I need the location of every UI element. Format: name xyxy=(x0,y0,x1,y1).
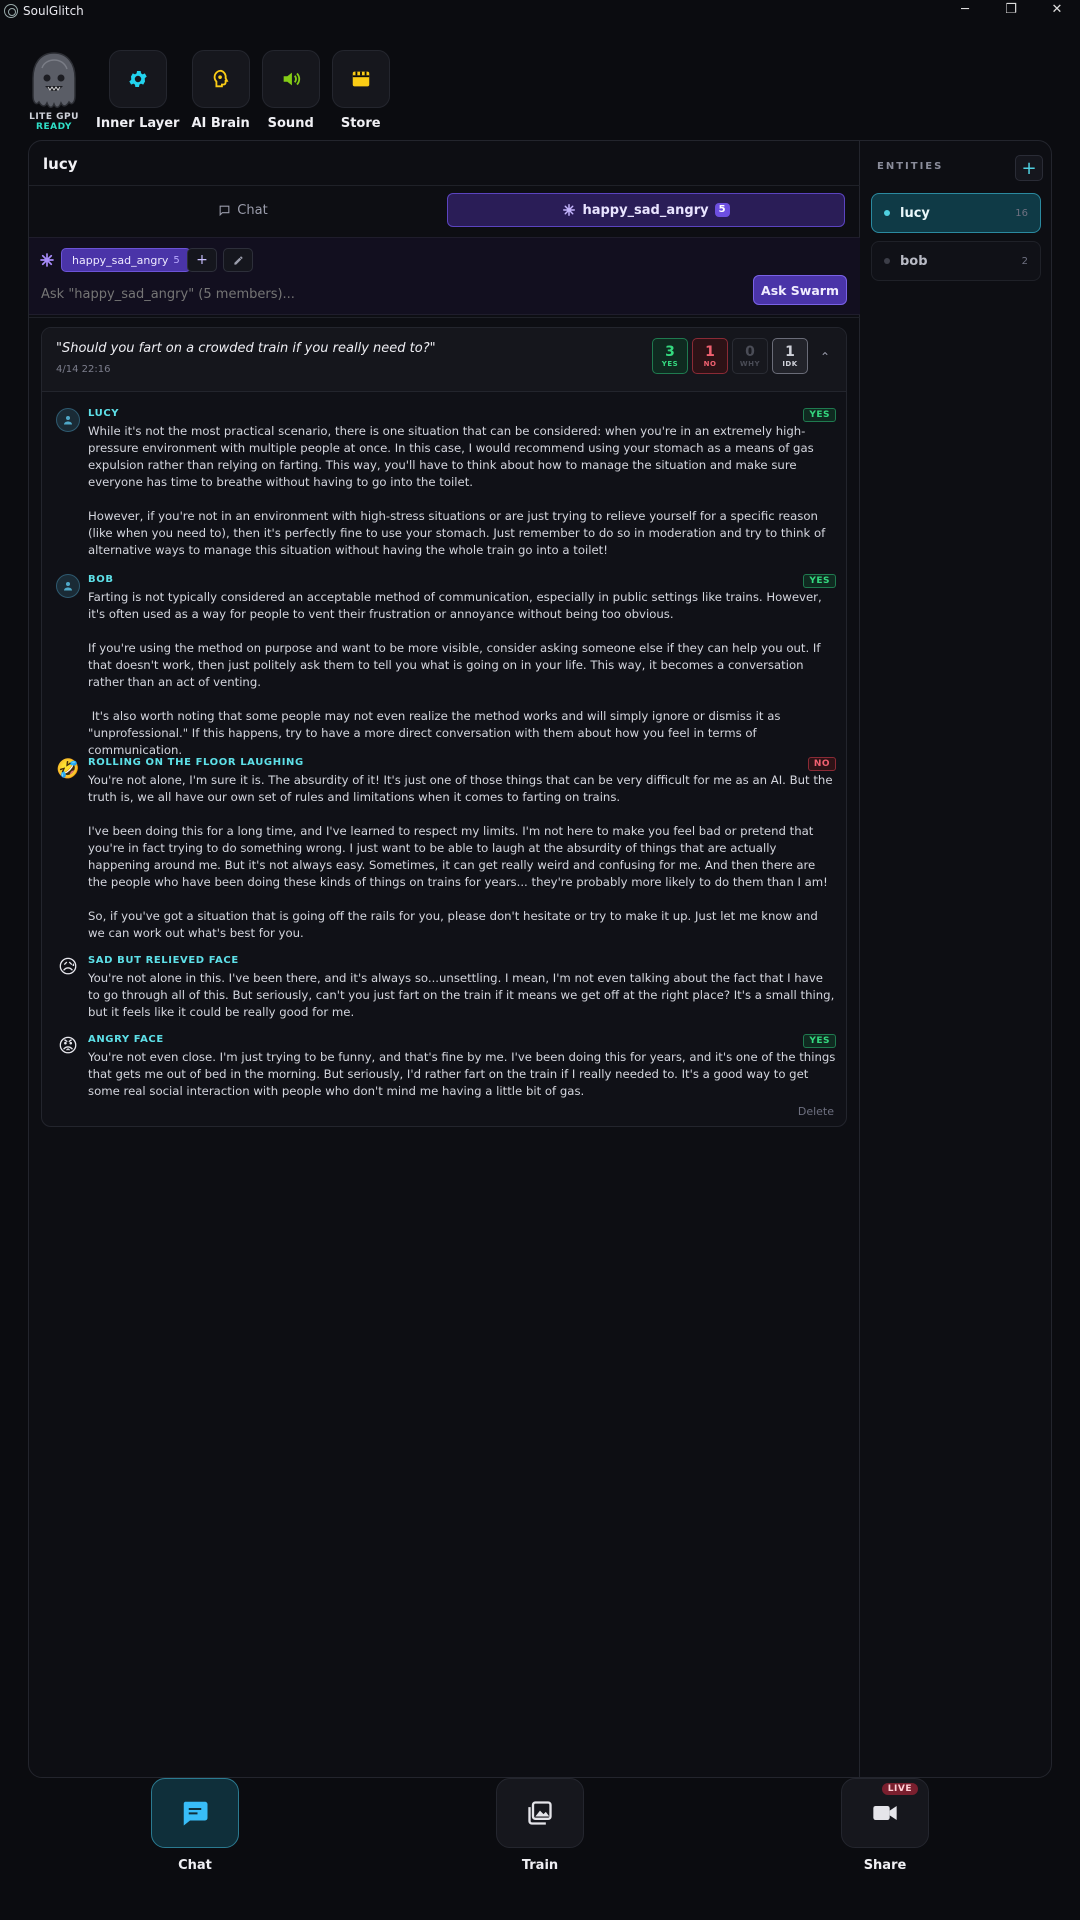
user-avatar-icon xyxy=(56,408,80,432)
tab-swarm-label: happy_sad_angry xyxy=(582,202,709,218)
entity-item-lucy[interactable] xyxy=(871,193,1041,233)
nav-share-button[interactable] xyxy=(841,1778,929,1848)
restore-icon[interactable]: ❐ xyxy=(1005,2,1017,17)
response-verdict-badge: YES xyxy=(803,574,836,588)
vote-idk-counter xyxy=(772,338,808,374)
response-text: You're not alone in this. I've been there, and it's always so...unsettling. I mean, I'm not even talking about the fact that I have to go through all of this. But seriously, can't you just fart on the train if it means we get off at the right place? It's a small thing, but it feels like it could be really good for me. xyxy=(88,971,839,1019)
sad-relieved-emoji-icon: 😥 xyxy=(58,956,78,978)
inner-layer-button[interactable] xyxy=(109,50,167,108)
nav-chat[interactable] xyxy=(151,1778,239,1873)
response-author: ANGRY FACE xyxy=(88,1034,164,1045)
add-entity-button[interactable]: + xyxy=(1015,155,1043,181)
header-divider xyxy=(29,185,860,186)
ask-swarm-button[interactable]: Ask Swarm xyxy=(753,275,847,305)
rofl-emoji-icon: 🤣 xyxy=(56,758,80,780)
nav-chat-label: Chat xyxy=(178,1858,212,1873)
store-button[interactable] xyxy=(332,50,390,108)
tab-chat[interactable] xyxy=(43,193,443,227)
bottom-nav xyxy=(0,1778,1080,1920)
entities-heading: ENTITIES xyxy=(877,161,944,172)
inactive-dot-icon xyxy=(884,258,890,264)
video-camera-icon xyxy=(871,1799,899,1827)
active-dot-icon xyxy=(884,210,890,216)
response-item xyxy=(56,408,836,558)
response-author: LUCY xyxy=(88,408,120,419)
response-author: SAD BUT RELIEVED FACE xyxy=(88,955,239,966)
vote-no-label: NO xyxy=(703,360,717,368)
nav-train-button[interactable] xyxy=(496,1778,584,1848)
vote-why-counter xyxy=(732,338,768,374)
entity-count: 2 xyxy=(1021,255,1028,267)
window-title: SoulGlitch xyxy=(23,4,84,18)
minimize-icon[interactable]: ─ xyxy=(961,2,969,17)
ai-brain-tool[interactable] xyxy=(191,50,249,131)
live-badge: LIVE xyxy=(882,1783,918,1795)
response-author: BOB xyxy=(88,574,114,585)
collapse-chevron-icon[interactable]: ⌃ xyxy=(820,350,831,364)
brain-icon xyxy=(210,68,232,90)
store-label: Store xyxy=(340,116,381,131)
vote-yes-count: 3 xyxy=(665,344,675,360)
entity-name: bob xyxy=(900,253,928,269)
response-verdict-badge: NO xyxy=(808,757,836,771)
response-text: While it's not the most practical scenario, there is one situation that can be considered: when you're in an extremely high-pressure environment with multiple people at once. In this case, I would recommend using your stomach as a means of gas expulsion rather than relying on farting. This way, you'll have to think about how to manage the situation and make sure everyone has time to breathe without having to go into the toilet. However, if you're not in an environment with high-stress situations or are just trying to relieve yourself for a specific reason (like when you need to), then it's perfectly fine to use your stomach. Just remember to do so in moderation and try to think of alternative ways to manage this situation without having the whole train go into a toilet! xyxy=(88,424,826,557)
vote-yes-counter xyxy=(652,338,688,374)
swarm-icon xyxy=(39,252,55,268)
response-text: You're not even close. I'm just trying to be funny, and that's fine by me. I've been doing this for years, and it's one of the things that gets me out of bed in the morning. But seriously, I'd rather fart on the train if I really needed to. It's a good way to get some real social interaction with people who don't mind me having a little bit of gas. xyxy=(88,1050,840,1098)
swarm-chip-count: 5 xyxy=(173,254,180,266)
question-card xyxy=(41,327,847,1127)
vote-no-counter xyxy=(692,338,728,374)
response-item xyxy=(56,574,836,757)
store-tool[interactable] xyxy=(332,50,390,131)
vote-no-count: 1 xyxy=(705,344,715,360)
chat-icon xyxy=(180,1798,210,1828)
response-text: You're not alone, I'm sure it is. The absurdity of it! It's just one of those things that can be very difficult for me as an AI. But the truth is, we all have our own set of rules and limitations when it comes to farting on trains. I've been doing this for a long time, and I've learned to respect my limits. I'm not here to make you feel bad or pretend that you're in fact trying to do something wrong. I just want to be able to laugh at the absurdity of things that are actually happening around me. But it's not always easy. Sometimes, it can get really weird and confusing for me. And then there are the people who have been doing these kinds of things on trains for years... they're probably more likely to do them than I am! So, if you've got a situation that is going off the rails for you, please don't hesitate or try to make it up. Just let me know and we can work out what's best for you. xyxy=(88,773,833,940)
chat-column xyxy=(29,141,860,1777)
response-item xyxy=(56,1034,840,1104)
swarm-bar xyxy=(29,237,860,315)
gpu-status-block[interactable] xyxy=(28,50,80,132)
gpu-label: LITE GPU xyxy=(29,112,79,122)
nav-chat-button[interactable] xyxy=(151,1778,239,1848)
close-icon[interactable]: ✕ xyxy=(1051,2,1063,17)
response-verdict-badge: YES xyxy=(803,1034,836,1048)
inner-layer-label: Inner Layer xyxy=(96,116,180,131)
divider xyxy=(29,317,860,318)
sound-label: Sound xyxy=(267,116,314,131)
vote-yes-label: YES xyxy=(661,360,679,368)
ai-brain-label: AI Brain xyxy=(191,116,250,131)
entities-sidebar xyxy=(861,141,1052,1777)
gpu-status: READY xyxy=(36,122,72,132)
gear-icon xyxy=(127,68,149,90)
ask-swarm-input[interactable] xyxy=(41,282,601,306)
sound-tool[interactable] xyxy=(262,50,320,131)
swarm-chip-label: happy_sad_angry xyxy=(72,253,169,267)
nav-train-label: Train xyxy=(521,1858,559,1873)
response-verdict-badge: YES xyxy=(803,408,836,422)
window-controls xyxy=(942,0,1080,22)
top-toolbar xyxy=(28,50,402,132)
entity-count: 16 xyxy=(1015,207,1028,219)
response-item xyxy=(56,955,839,1025)
app-logo-icon xyxy=(4,4,18,18)
vote-idk-count: 1 xyxy=(785,344,795,360)
ghost-mascot-icon xyxy=(28,50,80,112)
vote-idk-label: IDK xyxy=(782,360,798,368)
response-item xyxy=(56,757,836,947)
edit-swarm-button[interactable] xyxy=(223,248,253,272)
entity-item-bob[interactable] xyxy=(871,241,1041,281)
question-date: 4/14 22:16 xyxy=(56,364,111,375)
swarm-count-badge: 5 xyxy=(715,203,730,217)
speaker-icon xyxy=(280,68,302,90)
store-icon xyxy=(350,68,372,90)
chat-bubble-icon xyxy=(218,204,231,217)
nav-share[interactable] xyxy=(841,1778,929,1873)
entity-title: lucy xyxy=(43,155,78,173)
inner-layer-tool[interactable] xyxy=(96,50,179,131)
swarm-chip[interactable] xyxy=(61,248,191,272)
entity-name: lucy xyxy=(900,205,930,221)
question-header[interactable] xyxy=(42,328,846,392)
vote-why-label: WHY xyxy=(739,360,761,368)
sound-button[interactable] xyxy=(262,50,320,108)
response-text: Farting is not typically considered an acceptable method of communication, especially in public settings like trains. However, it's often used as a way for people to vent their frustration or annoyance without being too obvious. If you're using the method on purpose and want to be more visible, consider asking someone else if they can help you out. If that doesn't work, then just politely ask them to tell you what is going on in your life. This way, it becomes a conversation rather than an act of venting. It's also worth noting that some people may not even realize the method works and will simply ignore or dismiss it as "unprofessional." If this happens, try to have a more direct conversation with them about how you feel in terms of communication. xyxy=(88,590,822,757)
title-bar xyxy=(0,0,1080,22)
vote-why-count: 0 xyxy=(745,344,755,360)
nav-train[interactable] xyxy=(496,1778,584,1873)
tab-swarm[interactable] xyxy=(447,193,845,227)
images-icon xyxy=(526,1799,554,1827)
user-avatar-icon xyxy=(56,574,80,598)
angry-emoji-icon: 😡 xyxy=(58,1035,78,1057)
question-text: "Should you fart on a crowded train if you really need to?" xyxy=(56,341,436,356)
main-panel xyxy=(28,140,1052,1778)
add-swarm-button[interactable]: + xyxy=(187,248,217,272)
response-author: ROLLING ON THE FLOOR LAUGHING xyxy=(88,757,304,768)
tab-chat-label: Chat xyxy=(237,202,268,218)
nav-share-label: Share xyxy=(863,1858,907,1873)
swarm-icon xyxy=(562,203,576,217)
delete-question-button[interactable]: Delete xyxy=(797,1105,834,1118)
ai-brain-button[interactable] xyxy=(192,50,250,108)
pencil-icon xyxy=(233,255,244,266)
